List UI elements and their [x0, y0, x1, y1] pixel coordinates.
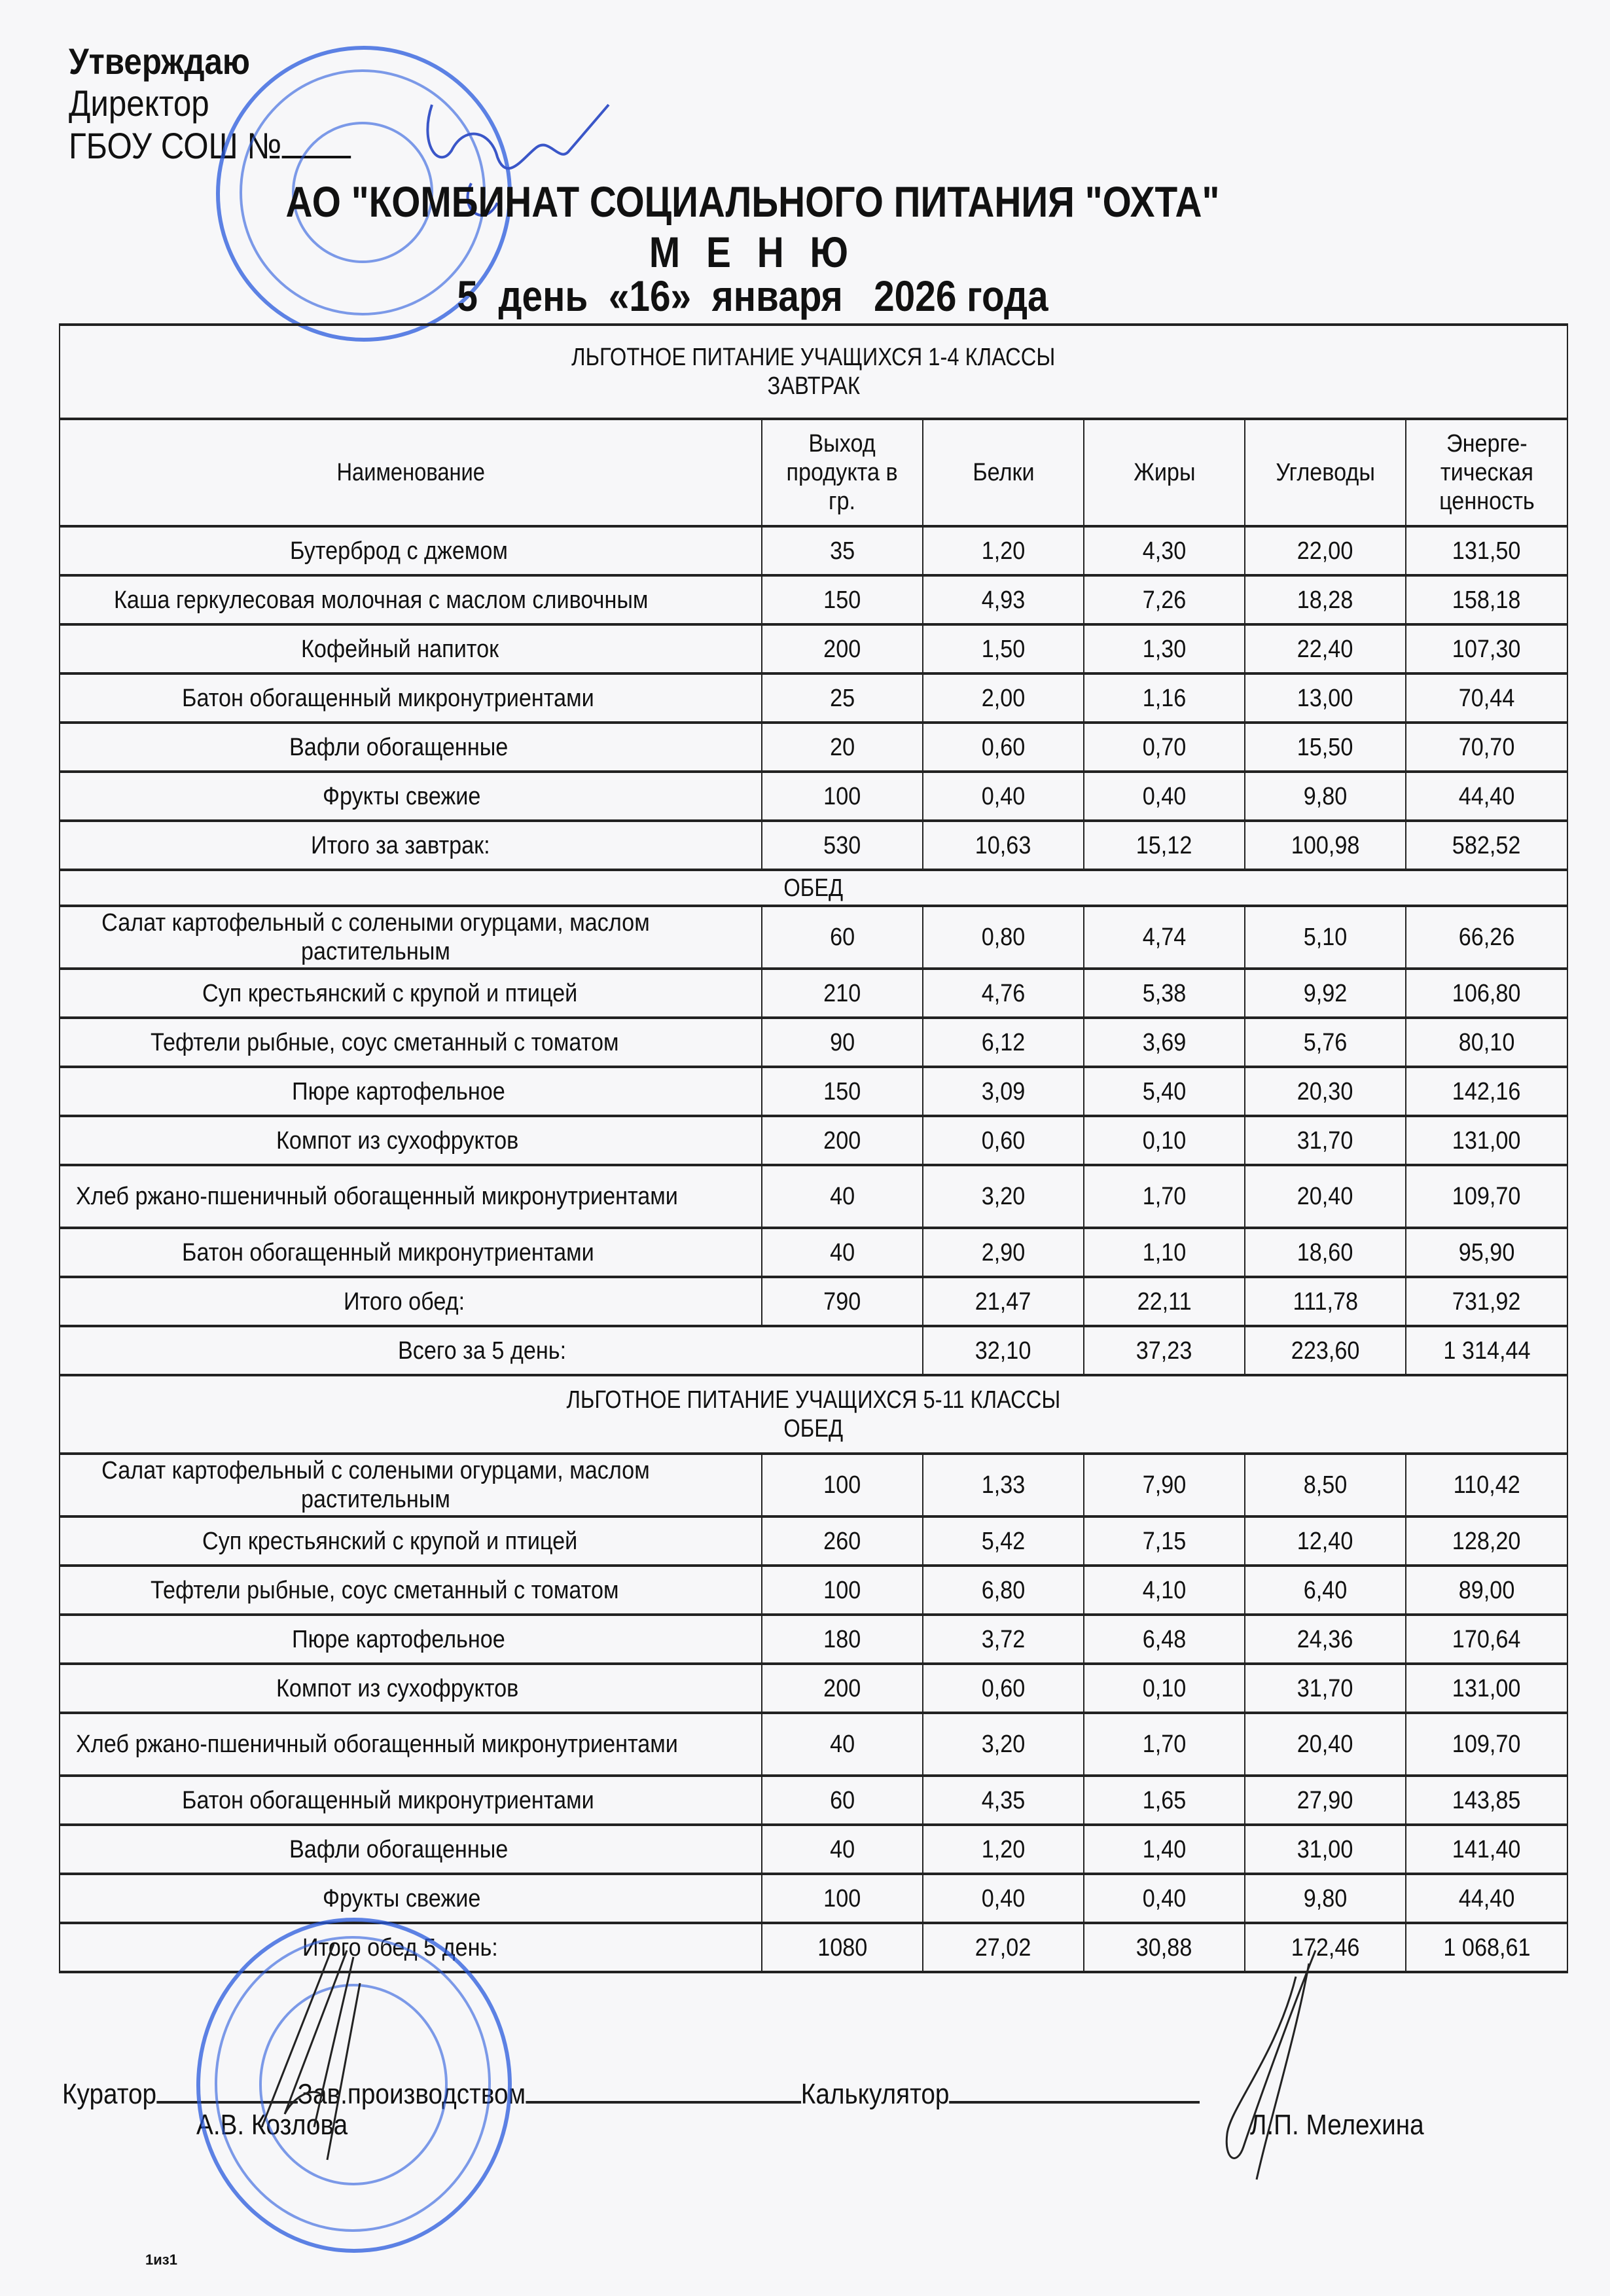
cell-output: 100	[762, 1874, 923, 1923]
cell-protein: 21,47	[923, 1277, 1084, 1326]
cell-protein: 1,20	[923, 526, 1084, 575]
dish-name: Бутерброд с джемом	[60, 526, 762, 575]
curator-name: А.В. Козлова	[196, 2109, 348, 2141]
cell-carbs: 9,80	[1245, 1874, 1406, 1923]
table-row	[60, 1116, 1567, 1165]
table-row	[60, 1067, 1567, 1116]
dish-name: Всего за 5 день:	[60, 1326, 923, 1375]
dish-name: Фрукты свежие	[60, 772, 762, 821]
dish-name: Батон обогащенный микронутриентами	[60, 1776, 762, 1825]
dish-name: Салат картофельный с солеными огурцами, маслом растительным	[60, 1454, 762, 1516]
cell-fat: 7,15	[1084, 1516, 1245, 1566]
cell-energy: 731,92	[1406, 1277, 1567, 1326]
table-row	[60, 1516, 1567, 1566]
cell-energy: 143,85	[1406, 1776, 1567, 1825]
cell-protein: 3,09	[923, 1067, 1084, 1116]
cell-energy: 131,00	[1406, 1664, 1567, 1713]
table-row	[60, 1454, 1567, 1516]
section-header: ЛЬГОТНОЕ ПИТАНИЕ УЧАЩИХСЯ 5-11 КЛАССЫ ОБЕД	[60, 1375, 1567, 1454]
cell-fat: 1,40	[1084, 1825, 1245, 1874]
table-row	[60, 723, 1567, 772]
cell-fat: 0,10	[1084, 1664, 1245, 1713]
cell-energy: 131,50	[1406, 526, 1567, 575]
section-header-1-4: ЛЬГОТНОЕ ПИТАНИЕ УЧАЩИХСЯ 1-4 КЛАССЫ ЗАВТРАК	[60, 325, 1567, 419]
cell-carbs: 22,00	[1245, 526, 1406, 575]
col-header-carbs: Углеводы	[1245, 419, 1406, 526]
cell-energy: 109,70	[1406, 1165, 1567, 1228]
cell-protein: 5,42	[923, 1516, 1084, 1566]
cell-energy: 107,30	[1406, 624, 1567, 673]
col-header-fat: Жиры	[1084, 419, 1245, 526]
dish-name: Вафли обогащенные	[60, 1825, 762, 1874]
cell-carbs: 20,40	[1245, 1165, 1406, 1228]
dish-name: Итого за завтрак:	[60, 821, 762, 870]
cell-carbs: 223,60	[1245, 1326, 1406, 1375]
cell-protein: 0,60	[923, 1664, 1084, 1713]
cell-energy: 142,16	[1406, 1067, 1567, 1116]
cell-energy: 109,70	[1406, 1713, 1567, 1776]
cell-energy: 44,40	[1406, 772, 1567, 821]
cell-output: 20	[762, 723, 923, 772]
table-row	[60, 1776, 1567, 1825]
cell-output: 60	[762, 906, 923, 969]
cell-carbs: 111,78	[1245, 1277, 1406, 1326]
cell-fat: 0,10	[1084, 1116, 1245, 1165]
dish-name: Пюре картофельное	[60, 1067, 762, 1116]
cell-carbs: 172,46	[1245, 1923, 1406, 1972]
dish-name: Салат картофельный с солеными огурцами, маслом растительным	[60, 906, 762, 969]
production-label: Зав.производством	[297, 2078, 526, 2110]
cell-output: 100	[762, 772, 923, 821]
cell-carbs: 9,80	[1245, 772, 1406, 821]
cell-protein: 27,02	[923, 1923, 1084, 1972]
cell-output: 200	[762, 624, 923, 673]
cell-energy: 66,26	[1406, 906, 1567, 969]
cell-output: 180	[762, 1615, 923, 1664]
table-row	[60, 969, 1567, 1018]
cell-output: 40	[762, 1713, 923, 1776]
cell-fat: 4,74	[1084, 906, 1245, 969]
cell-fat: 6,48	[1084, 1615, 1245, 1664]
cell-carbs: 100,98	[1245, 821, 1406, 870]
dish-name: Тефтели рыбные, соус сметанный с томатом	[60, 1566, 762, 1615]
cell-output: 150	[762, 575, 923, 624]
total-row	[60, 1277, 1567, 1326]
curator-label: Куратор	[62, 2078, 157, 2110]
cell-output: 210	[762, 969, 923, 1018]
dish-name: Тефтели рыбные, соус сметанный с томатом	[60, 1018, 762, 1067]
cell-fat: 37,23	[1084, 1326, 1245, 1375]
curator-signature	[236, 1931, 380, 2166]
dish-name: Батон обогащенный микронутриентами	[60, 1228, 762, 1277]
cell-fat: 22,11	[1084, 1277, 1245, 1326]
cell-fat: 3,69	[1084, 1018, 1245, 1067]
cell-output: 100	[762, 1566, 923, 1615]
cell-protein: 3,20	[923, 1165, 1084, 1228]
cell-carbs: 31,00	[1245, 1825, 1406, 1874]
cell-energy: 70,44	[1406, 673, 1567, 723]
cell-energy: 89,00	[1406, 1566, 1567, 1615]
col-header-energy: Энерге- тическая ценность	[1406, 419, 1567, 526]
cell-energy: 80,10	[1406, 1018, 1567, 1067]
table-row	[60, 1228, 1567, 1277]
dish-name: Фрукты свежие	[60, 1874, 762, 1923]
cell-fat: 7,26	[1084, 575, 1245, 624]
cell-output: 530	[762, 821, 923, 870]
cell-output: 35	[762, 526, 923, 575]
calculator-label: Калькулятор	[800, 2078, 950, 2110]
cell-output: 25	[762, 673, 923, 723]
cell-fat: 5,40	[1084, 1067, 1245, 1116]
cell-protein: 4,93	[923, 575, 1084, 624]
approval-position: Директор	[69, 82, 209, 124]
cell-energy: 1 314,44	[1406, 1326, 1567, 1375]
cell-output: 40	[762, 1228, 923, 1277]
cell-protein: 1,50	[923, 624, 1084, 673]
cell-energy: 170,64	[1406, 1615, 1567, 1664]
cell-carbs: 18,28	[1245, 575, 1406, 624]
dish-name: Суп крестьянский с крупой и птицей	[60, 1516, 762, 1566]
dish-name: Хлеб ржано-пшеничный обогащенный микронутриентами	[60, 1713, 762, 1776]
cell-carbs: 13,00	[1245, 673, 1406, 723]
table-row	[60, 1165, 1567, 1228]
section-header: ОБЕД	[60, 870, 1567, 906]
cell-fat: 1,30	[1084, 624, 1245, 673]
cell-protein: 10,63	[923, 821, 1084, 870]
cell-output: 1080	[762, 1923, 923, 1972]
cell-fat: 1,10	[1084, 1228, 1245, 1277]
cell-carbs: 27,90	[1245, 1776, 1406, 1825]
dish-name: Пюре картофельное	[60, 1615, 762, 1664]
approval-label: Утверждаю	[69, 41, 251, 82]
cell-protein: 6,80	[923, 1566, 1084, 1615]
cell-fat: 0,40	[1084, 772, 1245, 821]
cell-protein: 1,20	[923, 1825, 1084, 1874]
cell-carbs: 31,70	[1245, 1664, 1406, 1713]
cell-fat: 1,70	[1084, 1165, 1245, 1228]
cell-energy: 582,52	[1406, 821, 1567, 870]
col-header-name: Наименование	[60, 419, 762, 526]
dish-name: Батон обогащенный микронутриентами	[60, 673, 762, 723]
col-header-output: Выход продукта в гр.	[762, 419, 923, 526]
cell-protein: 1,33	[923, 1454, 1084, 1516]
table-row	[60, 624, 1567, 673]
cell-carbs: 12,40	[1245, 1516, 1406, 1566]
dish-name: Компот из сухофруктов	[60, 1664, 762, 1713]
cell-energy: 131,00	[1406, 1116, 1567, 1165]
cell-protein: 2,00	[923, 673, 1084, 723]
dish-name: Итого обед:	[60, 1277, 762, 1326]
cell-protein: 32,10	[923, 1326, 1084, 1375]
cell-carbs: 6,40	[1245, 1566, 1406, 1615]
column-headers	[60, 419, 1567, 526]
cell-fat: 5,38	[1084, 969, 1245, 1018]
cell-protein: 0,40	[923, 1874, 1084, 1923]
cell-carbs: 31,70	[1245, 1116, 1406, 1165]
cell-energy: 110,42	[1406, 1454, 1567, 1516]
table-row	[60, 575, 1567, 624]
table-row	[60, 1018, 1567, 1067]
cell-carbs: 22,40	[1245, 624, 1406, 673]
table-row	[60, 1664, 1567, 1713]
table-row	[60, 1566, 1567, 1615]
cell-fat: 1,65	[1084, 1776, 1245, 1825]
table-row	[60, 526, 1567, 575]
table-row	[60, 906, 1567, 969]
cell-output: 260	[762, 1516, 923, 1566]
cell-energy: 44,40	[1406, 1874, 1567, 1923]
cell-carbs: 5,10	[1245, 906, 1406, 969]
cell-protein: 4,76	[923, 969, 1084, 1018]
document-title: М Е Н Ю	[649, 228, 857, 276]
cell-fat: 15,12	[1084, 821, 1245, 870]
cell-fat: 1,70	[1084, 1713, 1245, 1776]
dish-name: Вафли обогащенные	[60, 723, 762, 772]
dish-name: Кофейный напиток	[60, 624, 762, 673]
cell-fat: 4,10	[1084, 1566, 1245, 1615]
cell-protein: 0,40	[923, 772, 1084, 821]
cell-carbs: 9,92	[1245, 969, 1406, 1018]
cell-protein: 0,60	[923, 1116, 1084, 1165]
cell-energy: 70,70	[1406, 723, 1567, 772]
cell-fat: 0,70	[1084, 723, 1245, 772]
dish-name: Итого обед 5 день:	[60, 1923, 762, 1972]
cell-protein: 0,60	[923, 723, 1084, 772]
col-header-protein: Белки	[923, 419, 1084, 526]
table-row	[60, 1874, 1567, 1923]
cell-protein: 3,72	[923, 1615, 1084, 1664]
table-row	[60, 1713, 1567, 1776]
cell-fat: 7,90	[1084, 1454, 1245, 1516]
cell-carbs: 8,50	[1245, 1454, 1406, 1516]
menu-table	[59, 323, 1568, 1973]
cell-output: 40	[762, 1165, 923, 1228]
total-row	[60, 1326, 1567, 1375]
table-row	[60, 1615, 1567, 1664]
cell-energy: 95,90	[1406, 1228, 1567, 1277]
cell-fat: 1,16	[1084, 673, 1245, 723]
menu-date: 5 день «16» января 2026 года	[457, 272, 1048, 320]
cell-output: 100	[762, 1454, 923, 1516]
cell-output: 150	[762, 1067, 923, 1116]
dish-name: Суп крестьянский с крупой и птицей	[60, 969, 762, 1018]
cell-output: 60	[762, 1776, 923, 1825]
organization-title: АО "КОМБИНАТ СОЦИАЛЬНОГО ПИТАНИЯ "ОХТА"	[285, 177, 1220, 226]
page-indicator: 1из1	[145, 2251, 177, 2268]
cell-carbs: 15,50	[1245, 723, 1406, 772]
cell-output: 790	[762, 1277, 923, 1326]
dish-name: Каша геркулесовая молочная с маслом сливочным	[60, 575, 762, 624]
calculator-name: Л.П. Мелехина	[1250, 2109, 1424, 2141]
cell-fat: 4,30	[1084, 526, 1245, 575]
cell-energy: 141,40	[1406, 1825, 1567, 1874]
cell-protein: 4,35	[923, 1776, 1084, 1825]
approval-school: ГБОУ СОШ №	[69, 124, 351, 167]
cell-carbs: 18,60	[1245, 1228, 1406, 1277]
cell-carbs: 20,30	[1245, 1067, 1406, 1116]
cell-fat: 30,88	[1084, 1923, 1245, 1972]
table-row	[60, 673, 1567, 723]
cell-output: 200	[762, 1116, 923, 1165]
dish-name: Компот из сухофруктов	[60, 1116, 762, 1165]
cell-fat: 0,40	[1084, 1874, 1245, 1923]
cell-protein: 2,90	[923, 1228, 1084, 1277]
cell-output: 200	[762, 1664, 923, 1713]
cell-protein: 0,80	[923, 906, 1084, 969]
cell-energy: 106,80	[1406, 969, 1567, 1018]
cell-output: 40	[762, 1825, 923, 1874]
dish-name: Хлеб ржано-пшеничный обогащенный микронутриентами	[60, 1165, 762, 1228]
cell-carbs: 20,40	[1245, 1713, 1406, 1776]
cell-carbs: 5,76	[1245, 1018, 1406, 1067]
cell-protein: 3,20	[923, 1713, 1084, 1776]
table-row	[60, 1825, 1567, 1874]
cell-carbs: 24,36	[1245, 1615, 1406, 1664]
cell-energy: 128,20	[1406, 1516, 1567, 1566]
total-row	[60, 821, 1567, 870]
calculator-signature	[1198, 1937, 1329, 2186]
cell-energy: 1 068,61	[1406, 1923, 1567, 1972]
cell-energy: 158,18	[1406, 575, 1567, 624]
table-row	[60, 772, 1567, 821]
cell-output: 90	[762, 1018, 923, 1067]
cell-protein: 6,12	[923, 1018, 1084, 1067]
